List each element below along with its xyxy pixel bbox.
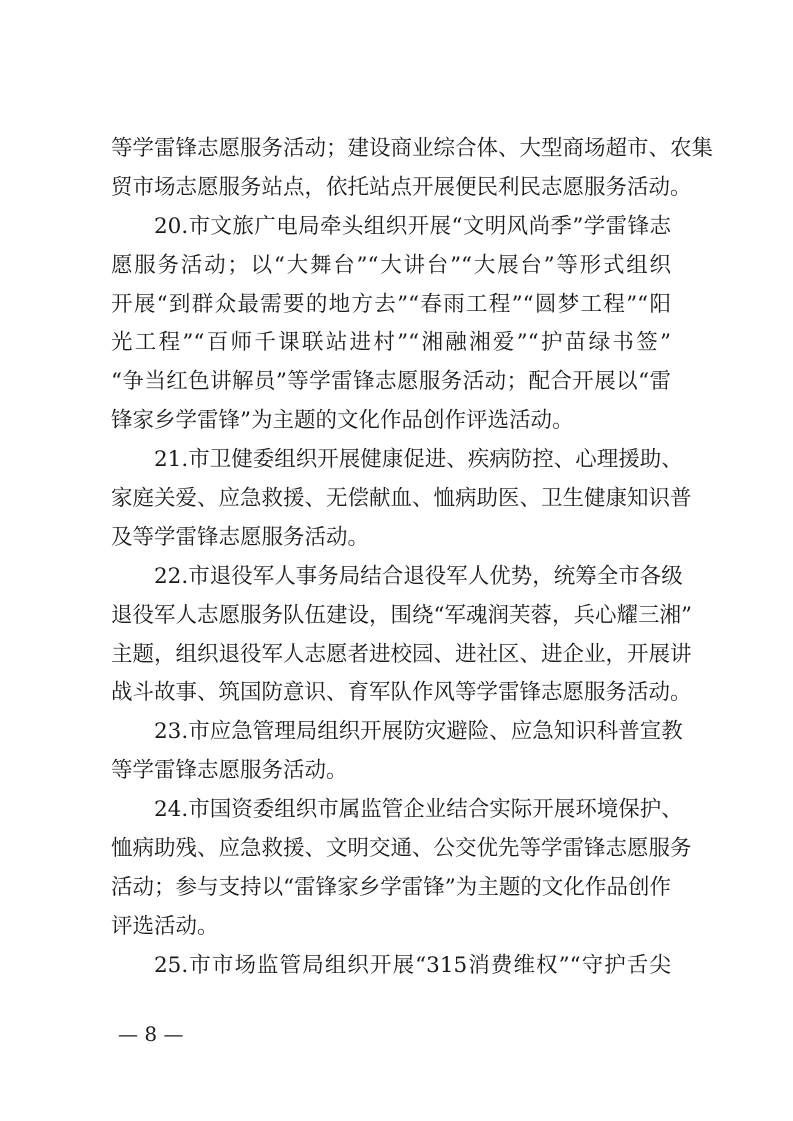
- text-line-paragraph-24: 24.市国资委组织市属监管企业结合实际开展环境保护、: [154, 797, 683, 823]
- text-line-paragraph-25: 25.市市场监管局组织开展“315消费维权”“守护舌尖: [154, 952, 671, 978]
- text-line: 家庭关爱、应急救援、无偿献血、恤病助医、卫生健康知识普: [111, 486, 692, 512]
- text-line: 恤病助残、应急救援、文明交通、公交优先等学雷锋志愿服务: [111, 836, 692, 862]
- text-line: 及等学雷锋志愿服务活动。: [111, 524, 370, 550]
- text-line: 贸市场志愿服务站点，依托站点开展便民利民志愿服务活动。: [111, 174, 692, 200]
- text-line: 愿服务活动；以“大舞台”“大讲台”“大展台”等形式组织: [111, 252, 671, 278]
- text-line: 战斗故事、筑国防意识、育军队作风等学雷锋志愿服务活动。: [111, 680, 692, 706]
- text-line: 锋家乡学雷锋”为主题的文化作品创作评选活动。: [111, 408, 574, 434]
- text-line: 活动；参与支持以“雷锋家乡学雷锋”为主题的文化作品创作: [111, 874, 671, 900]
- text-line: 退役军人志愿服务队伍建设，围绕“军魂润芙蓉，兵心耀三湘”: [111, 602, 692, 628]
- body-text: [111, 130, 714, 986]
- text-line: 评选活动。: [111, 913, 219, 939]
- page-number: — 8 —: [118, 1022, 184, 1046]
- text-line: 等学雷锋志愿服务活动。: [111, 758, 348, 784]
- text-line: “争当红色讲解员”等学雷锋志愿服务活动；配合开展以“雷: [111, 369, 671, 395]
- text-line: 等学雷锋志愿服务活动；建设商业综合体、大型商场超市、农集: [111, 136, 714, 161]
- text-line-paragraph-20: 20.市文旅广电局牵头组织开展“文明风尚季”学雷锋志: [154, 213, 671, 239]
- text-line: 开展“到群众最需要的地方去”“春雨工程”“圆梦工程”“阳: [111, 291, 671, 317]
- text-line-paragraph-21: 21.市卫健委组织开展健康促进、疾病防控、心理援助、: [154, 447, 683, 473]
- text-line-paragraph-23: 23.市应急管理局组织开展防灾避险、应急知识科普宣教: [154, 719, 683, 745]
- text-line-paragraph-22: 22.市退役军人事务局结合退役军人优势，统筹全市各级: [154, 563, 683, 589]
- text-line: 主题，组织退役军人志愿者进校园、进社区、进企业，开展讲: [111, 641, 692, 667]
- text-line: 光工程”“百师千课联站进村”“湘融湘爱”“护苗绿书签”: [111, 330, 671, 356]
